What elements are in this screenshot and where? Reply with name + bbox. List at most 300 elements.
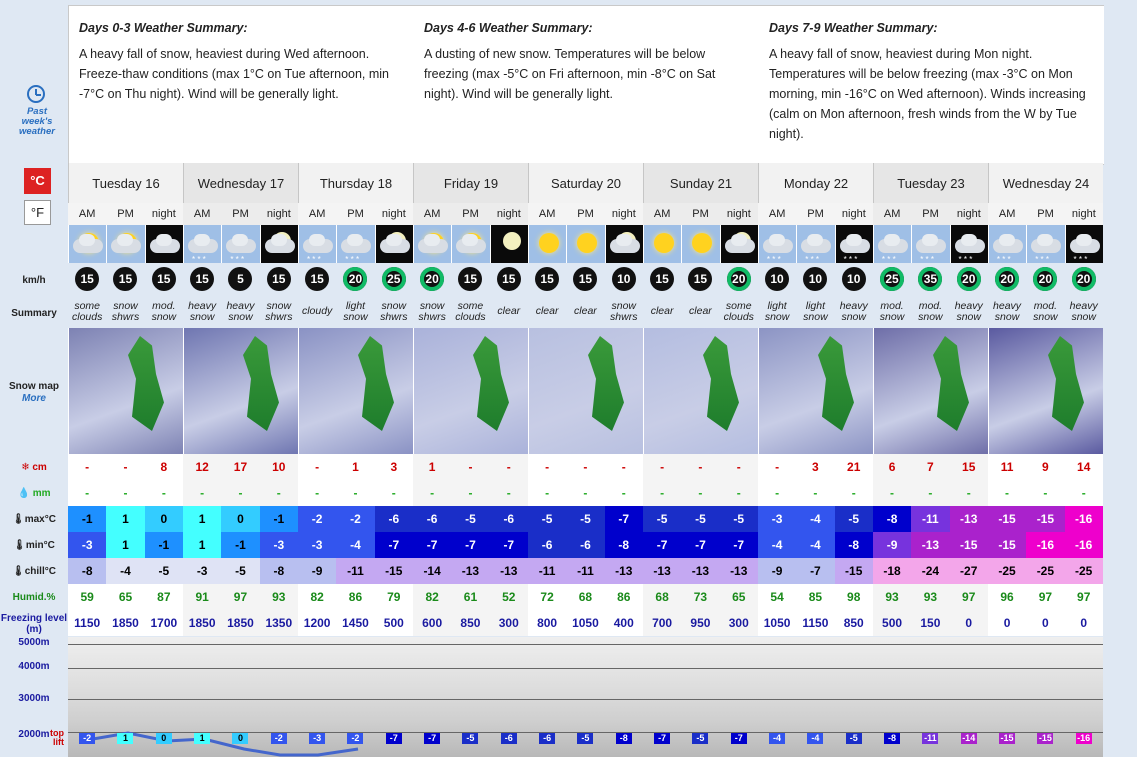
wind-speed-badge — [535, 267, 559, 291]
freezing-level-value: 1850 — [221, 610, 259, 636]
freezing-level-value: 1150 — [68, 610, 106, 636]
snow-cm-value: - — [643, 454, 681, 480]
period-group — [183, 203, 298, 225]
chill-temp-row — [68, 558, 1103, 584]
wind-cell — [145, 263, 183, 295]
humidity-value: 68 — [566, 584, 604, 610]
weather-icon — [68, 225, 106, 263]
rain-mm-value: - — [298, 480, 336, 506]
freezing-level-value: 800 — [528, 610, 566, 636]
snow-map-image[interactable] — [68, 328, 183, 454]
min-label: 🌡min°C — [13, 540, 55, 551]
snow-cm-value: - — [451, 454, 489, 480]
period-row — [68, 203, 1103, 225]
raindrop-icon: 💧 — [17, 488, 30, 499]
clock-icon[interactable] — [27, 85, 45, 103]
wind-speed: 20 — [425, 272, 439, 286]
chill-temp-value: -13 — [490, 558, 528, 584]
min-temp-value: -1 — [145, 532, 183, 558]
period-label: night — [956, 208, 981, 220]
lift-temp: -6 — [501, 733, 517, 744]
min-temp-value: -7 — [720, 532, 758, 558]
period-group — [68, 203, 183, 225]
rain-mm-value: - — [566, 480, 604, 506]
wind-speed: 20 — [1038, 272, 1053, 286]
lift-temp: -8 — [616, 733, 632, 744]
rain-mm-value: - — [758, 480, 796, 506]
day-header[interactable]: Monday 22 — [758, 163, 873, 203]
freezing-level-value: 300 — [720, 610, 758, 636]
chill-temp-value: -15 — [375, 558, 413, 584]
wind-speed: 20 — [732, 272, 746, 286]
lift-cell — [643, 733, 681, 745]
snow-map-image[interactable] — [413, 328, 528, 454]
summary-cell: some clouds — [71, 299, 103, 323]
wind-speed: 15 — [693, 272, 708, 286]
wind-cell — [68, 263, 106, 295]
wind-cell — [566, 263, 604, 295]
min-temp-value: -7 — [375, 532, 413, 558]
snow-cm-label: ❄ cm — [21, 462, 47, 473]
wind-speed: 15 — [463, 272, 478, 286]
day-header[interactable]: Wednesday 24 — [988, 163, 1103, 203]
summary-cell: clear — [535, 305, 559, 317]
wind-cell — [221, 263, 259, 295]
lift-temp: -8 — [884, 733, 900, 744]
snow-map-image[interactable] — [873, 328, 988, 454]
chill-temp-value: -5 — [221, 558, 259, 584]
max-temp-value: 1 — [183, 506, 221, 532]
snow-cm-value: - — [605, 454, 643, 480]
max-temp-value: 1 — [106, 506, 144, 532]
snowmap-label: Snow map — [8, 381, 59, 392]
humidity-value: 86 — [336, 584, 374, 610]
humidity-value: 82 — [413, 584, 451, 610]
snow-map-image[interactable] — [643, 328, 758, 454]
wind-speed-badge — [612, 267, 636, 291]
min-temp-value: 1 — [106, 532, 144, 558]
weather-icon: * * * — [336, 225, 374, 263]
lift-cell — [796, 733, 834, 745]
period-label: night — [726, 208, 751, 220]
lift-temp: -3 — [309, 733, 325, 744]
summary-title: Days 4-6 Weather Summary: — [424, 21, 593, 35]
freezing-level-chart — [68, 637, 1103, 757]
freezing-level-value: 1050 — [758, 610, 796, 636]
humidity-value: 54 — [758, 584, 796, 610]
humidity-value: 73 — [681, 584, 719, 610]
freezing-level-value: 850 — [451, 610, 489, 636]
summary-cell: heavy snow — [993, 299, 1022, 323]
period-label: PM — [117, 208, 134, 220]
period-group — [873, 203, 988, 225]
min-temp-value: -6 — [528, 532, 566, 558]
humidity-value: 97 — [1026, 584, 1064, 610]
wind-speed: 35 — [923, 272, 938, 286]
max-temp-value: -4 — [796, 506, 834, 532]
chill-temp-value: -5 — [145, 558, 183, 584]
chill-temp-value: -8 — [260, 558, 298, 584]
min-temp-value: -15 — [988, 532, 1026, 558]
summary-cell: light snow — [803, 299, 828, 323]
wind-speed-badge — [1033, 267, 1057, 291]
lift-cell — [566, 733, 604, 745]
day-header[interactable]: Wednesday 17 — [183, 163, 298, 203]
lift-temp: 0 — [232, 733, 248, 744]
snow-cm-value: 11 — [988, 454, 1026, 480]
summary-label: Summary — [11, 308, 57, 319]
lift-temp: -11 — [924, 733, 937, 743]
period-group — [643, 203, 758, 225]
freezing-level-value: 1150 — [796, 610, 834, 636]
lift-cell — [720, 733, 758, 745]
day-header-row — [68, 163, 1103, 203]
chill-temp-value: -25 — [1026, 558, 1064, 584]
max-temp-value: -2 — [298, 506, 336, 532]
summary-panel — [68, 5, 1105, 165]
freezing-level-value: 150 — [911, 610, 949, 636]
lift-cell — [451, 733, 489, 745]
rain-mm-value: - — [490, 480, 528, 506]
summary-title: Days 0-3 Weather Summary: — [79, 21, 248, 35]
summary-cell: cloudy — [301, 305, 333, 317]
lift-temp: -16 — [1077, 733, 1091, 743]
max-temp-value: -8 — [873, 506, 911, 532]
summary-cell: mod. snow — [879, 299, 905, 323]
summary-cell: clear — [689, 305, 712, 317]
past-week-link[interactable]: Past week's weather — [19, 106, 55, 137]
freezing-level-value: 700 — [643, 610, 681, 636]
summary-cell: mod. snow — [918, 299, 943, 323]
min-temp-value: -7 — [451, 532, 489, 558]
min-temp-value: -15 — [950, 532, 988, 558]
chill-label: 🌡chill°C — [12, 566, 56, 577]
period-label: AM — [423, 208, 441, 220]
wind-cell — [298, 263, 336, 295]
snow-cm-value: 9 — [1026, 454, 1064, 480]
lift-cell — [183, 733, 221, 745]
humidity-value: 97 — [1065, 584, 1103, 610]
max-temp-value: -6 — [413, 506, 451, 532]
period-label: night — [611, 208, 636, 220]
lift-cell — [375, 733, 413, 745]
humidity-value: 86 — [605, 584, 643, 610]
humidity-value: 61 — [451, 584, 489, 610]
lift-temp: -2 — [271, 733, 287, 744]
chill-temp-value: -8 — [68, 558, 106, 584]
lift-temp: -7 — [654, 733, 670, 744]
wind-cell — [413, 263, 451, 295]
rain-mm-value: - — [145, 480, 183, 506]
min-temp-value: -7 — [643, 532, 681, 558]
left-label-column — [0, 0, 68, 757]
wind-cell — [106, 263, 144, 295]
humidity-value: 97 — [950, 584, 988, 610]
freezing-level-value: 0 — [988, 610, 1026, 636]
max-temp-value: -5 — [451, 506, 489, 532]
summary-cell: clear — [574, 305, 597, 317]
weather-icon — [605, 225, 643, 263]
max-temp-value: -1 — [260, 506, 298, 532]
lift-temp: -2 — [79, 733, 95, 744]
summary-cell: mod. snow — [1033, 299, 1058, 323]
snow-map-image[interactable] — [988, 328, 1103, 454]
summary-cell: snow shwrs — [111, 299, 140, 323]
snow-map-image[interactable] — [183, 328, 298, 454]
snow-cm-row — [68, 454, 1103, 480]
snow-cm-value: - — [566, 454, 604, 480]
wind-speed-badge — [765, 267, 789, 291]
wind-cell — [950, 263, 988, 295]
period-label: night — [151, 208, 176, 220]
lift-cell — [873, 733, 911, 745]
lift-temp: 1 — [194, 733, 210, 744]
freezing-level-value: 1350 — [260, 610, 298, 636]
thermometer-icon: 🌡 — [12, 566, 25, 577]
h2000-label: 2000m — [18, 729, 50, 740]
snow-map-image[interactable] — [528, 328, 643, 454]
max-temp-value: -16 — [1065, 506, 1103, 532]
snow-map-image[interactable] — [298, 328, 413, 454]
day-header[interactable]: Tuesday 23 — [873, 163, 988, 203]
snow-map-image[interactable] — [758, 328, 873, 454]
period-label: PM — [692, 208, 709, 220]
wind-cell — [873, 263, 911, 295]
lift-temp: -15 — [1000, 733, 1014, 743]
snow-cm-value: - — [106, 454, 144, 480]
summary-cell: snow shwrs — [380, 299, 408, 323]
wind-speed-badge — [842, 267, 866, 291]
snow-cm-value: 8 — [145, 454, 183, 480]
humidity-value: 85 — [796, 584, 834, 610]
period-group — [298, 203, 413, 225]
rain-mm-value: - — [720, 480, 758, 506]
humidity-value: 96 — [988, 584, 1026, 610]
wind-speed-badge — [995, 267, 1019, 291]
lift-cell — [528, 733, 566, 745]
thermometer-icon: 🌡 — [13, 540, 26, 551]
weather-icon — [643, 225, 681, 263]
summary-cell: heavy snow — [226, 299, 255, 323]
max-temp-value: -5 — [720, 506, 758, 532]
humidity-value: 91 — [183, 584, 221, 610]
lift-cell — [681, 733, 719, 745]
min-temp-value: -16 — [1065, 532, 1103, 558]
lift-cell — [758, 733, 796, 745]
snow-cm-value: 6 — [873, 454, 911, 480]
wind-cell — [758, 263, 796, 295]
min-temp-value: -7 — [490, 532, 528, 558]
wind-speed: 10 — [808, 272, 823, 286]
summary-days-0-3 — [69, 6, 414, 164]
rain-mm-value: - — [336, 480, 374, 506]
summary-cell: heavy snow — [839, 299, 868, 323]
period-label: PM — [577, 208, 594, 220]
lift-temp: -6 — [539, 733, 555, 744]
wind-speed: 15 — [157, 272, 171, 286]
fahrenheit-button[interactable]: °F — [24, 200, 51, 225]
wind-cell — [375, 263, 413, 295]
wind-cell — [1065, 263, 1103, 295]
freezing-level-value: 1200 — [298, 610, 336, 636]
lift-cell — [221, 733, 259, 745]
wind-speed: 15 — [655, 272, 669, 286]
weather-icon — [106, 225, 144, 263]
chill-temp-value: -13 — [451, 558, 489, 584]
weather-icon: * * * — [183, 225, 221, 263]
chill-temp-value: -18 — [873, 558, 911, 584]
max-temp-value: -5 — [643, 506, 681, 532]
chill-temp-value: -11 — [566, 558, 604, 584]
celsius-button[interactable]: °C — [24, 168, 51, 194]
chill-temp-value: -25 — [1065, 558, 1103, 584]
day-header[interactable]: Friday 19 — [413, 163, 528, 203]
lift-temp: 0 — [156, 733, 172, 744]
summary-days-7-9 — [759, 6, 1104, 164]
summary-cell: snow shwrs — [265, 299, 293, 323]
max-temp-value: -1 — [68, 506, 106, 532]
lift-cell — [605, 733, 643, 745]
weather-icon — [145, 225, 183, 263]
rain-mm-value: - — [221, 480, 259, 506]
lift-temp: -5 — [577, 733, 593, 744]
max-temp-value: -13 — [950, 506, 988, 532]
wind-speed-badge — [267, 267, 291, 291]
freezing-level-value: 400 — [605, 610, 643, 636]
wind-speed-badge — [727, 267, 751, 291]
lift-cell — [260, 733, 298, 745]
weather-icon: * * * — [950, 225, 988, 263]
lift-cell — [145, 733, 183, 745]
max-temp-value: -5 — [566, 506, 604, 532]
lift-cell — [1026, 733, 1064, 745]
min-temp-value: -16 — [1026, 532, 1064, 558]
weather-icon: * * * — [911, 225, 949, 263]
summary-cell: snow shwrs — [610, 299, 638, 323]
thermometer-icon: 🌡 — [12, 514, 25, 525]
h3000-label: 3000m — [18, 693, 50, 704]
wind-speed: 15 — [310, 272, 324, 286]
freezing-level-value: 500 — [375, 610, 413, 636]
max-temp-value: 0 — [221, 506, 259, 532]
min-temp-value: -3 — [260, 532, 298, 558]
weather-icon — [681, 225, 719, 263]
lift-temp: -15 — [1038, 733, 1052, 743]
wind-speed-badge — [113, 267, 137, 291]
max-temp-row — [68, 506, 1103, 532]
snowflake-icon: ❄ — [21, 462, 30, 473]
wind-speed-badge — [573, 267, 597, 291]
summary-cell: heavy snow — [954, 299, 983, 323]
chill-temp-value: -24 — [911, 558, 949, 584]
top-lift-row — [68, 733, 1103, 745]
weather-icon: * * * — [1026, 225, 1064, 263]
period-group — [413, 203, 528, 225]
lift-temp: -7 — [424, 733, 440, 744]
humidity-value: 82 — [298, 584, 336, 610]
day-header[interactable]: Saturday 20 — [528, 163, 643, 203]
summary-cell: light snow — [764, 299, 790, 323]
max-temp-value: -3 — [758, 506, 796, 532]
wind-speed: 5 — [237, 272, 244, 286]
snow-cm-value: 15 — [950, 454, 988, 480]
period-label: AM — [883, 208, 901, 220]
period-label: PM — [1037, 208, 1054, 220]
freezing-level-value: 950 — [681, 610, 719, 636]
wind-speed-badge — [75, 267, 99, 291]
max-temp-value: -6 — [375, 506, 413, 532]
wind-speed-badge — [880, 267, 904, 291]
weather-icon: * * * — [796, 225, 834, 263]
weather-icon — [490, 225, 528, 263]
lift-temp: -5 — [846, 733, 862, 744]
summary-text: A heavy fall of snow, heaviest during Mon night. Temperatures will be below freezing (max -3°C on Mon morning, min -16°C on Wed afternoon). Winds increasing (calm on Mon afternoon, fresh winds from the W by Tue night). — [769, 47, 1086, 141]
chill-temp-value: -7 — [796, 558, 834, 584]
wind-speed-badge — [228, 267, 252, 291]
lift-temp: -7 — [386, 733, 402, 744]
period-label: PM — [232, 208, 249, 220]
freezing-level-value: 0 — [1065, 610, 1103, 636]
min-temp-value: -9 — [873, 532, 911, 558]
period-label: AM — [998, 208, 1016, 220]
period-label: AM — [653, 208, 671, 220]
period-label: night — [841, 208, 866, 220]
snow-cm-value: 7 — [911, 454, 949, 480]
wind-speed-badge — [190, 267, 214, 291]
humidity-value: 68 — [643, 584, 681, 610]
weather-icon-row — [68, 225, 1103, 263]
lift-temp: -7 — [731, 733, 747, 744]
max-temp-value: -6 — [490, 506, 528, 532]
chill-temp-value: -3 — [183, 558, 221, 584]
wind-speed: 15 — [80, 272, 94, 286]
wind-cell — [720, 263, 758, 295]
max-label: 🌡max°C — [12, 514, 56, 525]
humidity-value: 93 — [873, 584, 911, 610]
wind-speed-badge — [382, 267, 406, 291]
wind-speed: 10 — [847, 272, 861, 286]
wind-speed: 15 — [502, 272, 516, 286]
weather-icon: * * * — [835, 225, 873, 263]
day-header[interactable]: Tuesday 16 — [68, 163, 183, 203]
freezing-level-value: 300 — [490, 610, 528, 636]
humidity-value: 98 — [835, 584, 873, 610]
wind-speed: 20 — [348, 272, 363, 286]
day-header[interactable]: Sunday 21 — [643, 163, 758, 203]
snow-cm-value: - — [490, 454, 528, 480]
rain-mm-value: - — [988, 480, 1026, 506]
summary-cell: some clouds — [723, 299, 754, 323]
max-temp-value: 0 — [145, 506, 183, 532]
min-temp-value: -4 — [796, 532, 834, 558]
wind-speed: 15 — [540, 272, 554, 286]
snow-cm-value: 3 — [796, 454, 834, 480]
freezing-level-value: 600 — [413, 610, 451, 636]
snowmap-more-link[interactable]: More — [22, 393, 46, 404]
snow-cm-value: - — [68, 454, 106, 480]
wind-cell — [260, 263, 298, 295]
period-label: AM — [308, 208, 326, 220]
summary-cell: heavy snow — [1069, 299, 1098, 323]
weather-icon: * * * — [1065, 225, 1103, 263]
rain-mm-value: - — [950, 480, 988, 506]
freezing-level-value: 1450 — [336, 610, 374, 636]
min-temp-value: -8 — [605, 532, 643, 558]
summary-cell: some clouds — [455, 299, 486, 323]
period-label: AM — [538, 208, 556, 220]
toplift-label: top lift — [50, 728, 64, 747]
day-header[interactable]: Thursday 18 — [298, 163, 413, 203]
